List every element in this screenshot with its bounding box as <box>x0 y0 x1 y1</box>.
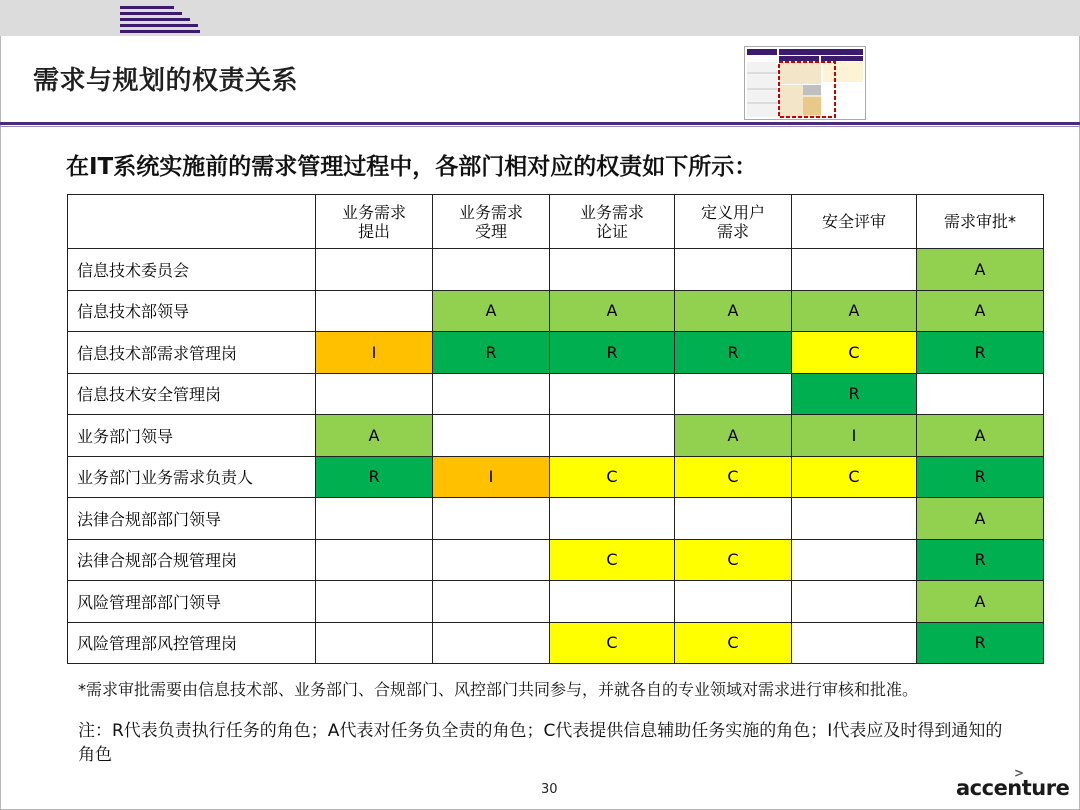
raci-cell <box>792 249 917 291</box>
table-row <box>68 456 1044 498</box>
raci-cell <box>433 622 550 664</box>
raci-cell <box>792 539 917 581</box>
raci-cell: A <box>316 415 433 457</box>
row-label: 业务部门业务需求负责人 <box>68 456 316 498</box>
raci-cell: C <box>675 622 792 664</box>
raci-cell <box>316 539 433 581</box>
raci-cell: R <box>550 332 675 374</box>
row-label: 风险管理部风控管理岗 <box>68 622 316 664</box>
raci-cell: C <box>792 332 917 374</box>
raci-cell: A <box>675 415 792 457</box>
raci-cell <box>550 498 675 540</box>
header-cell: 业务需求 论证 <box>550 195 675 249</box>
raci-cell: I <box>792 415 917 457</box>
row-label: 法律合规部合规管理岗 <box>68 539 316 581</box>
raci-cell: C <box>550 622 675 664</box>
raci-cell <box>316 373 433 415</box>
thumbnail-preview-icon <box>744 46 866 120</box>
raci-cell: R <box>433 332 550 374</box>
raci-cell: R <box>917 539 1044 581</box>
table-row <box>68 290 1044 332</box>
table-row <box>68 373 1044 415</box>
raci-cell <box>675 249 792 291</box>
row-label: 法律合规部部门领导 <box>68 498 316 540</box>
footnote: *需求审批需要由信息技术部、业务部门、合规部门、风控部门共同参与，并就各自的专业领域对需求进行审核和批准。 <box>78 680 919 699</box>
raci-cell: I <box>433 456 550 498</box>
raci-cell <box>675 498 792 540</box>
raci-cell: R <box>675 332 792 374</box>
legend-note: 注：R代表负责执行任务的角色；A代表对任务负全责的角色；C代表提供信息辅助任务实施的角色；I代表应及时得到通知的角色 <box>78 721 1003 765</box>
raci-cell: A <box>917 249 1044 291</box>
brand-mark-icon: > <box>1014 766 1025 780</box>
row-label: 信息技术安全管理岗 <box>68 373 316 415</box>
raci-cell <box>316 290 433 332</box>
raci-cell <box>550 581 675 623</box>
page-number: 30 <box>541 782 558 797</box>
raci-cell: R <box>316 456 433 498</box>
header-corner-cell <box>68 195 316 249</box>
raci-table <box>67 194 1044 664</box>
raci-cell: R <box>917 622 1044 664</box>
raci-cell: A <box>917 290 1044 332</box>
raci-cell: A <box>433 290 550 332</box>
raci-cell <box>433 581 550 623</box>
header-cell: 业务需求 提出 <box>316 195 433 249</box>
raci-cell <box>675 373 792 415</box>
raci-cell <box>675 581 792 623</box>
raci-cell <box>316 498 433 540</box>
raci-cell <box>433 498 550 540</box>
raci-cell <box>433 539 550 581</box>
header-cell: 需求审批* <box>917 195 1044 249</box>
table-row <box>68 498 1044 540</box>
raci-cell: R <box>917 332 1044 374</box>
title-divider-thin <box>0 126 1080 127</box>
header-logo-icon <box>120 2 200 34</box>
slide-subtitle: 在IT系统实施前的需求管理过程中，各部门相对应的权责如下所示： <box>66 154 758 180</box>
raci-cell <box>316 249 433 291</box>
table-row <box>68 581 1044 623</box>
row-label: 信息技术部需求管理岗 <box>68 332 316 374</box>
raci-cell <box>792 622 917 664</box>
raci-cell: A <box>917 581 1044 623</box>
raci-cell <box>433 415 550 457</box>
raci-cell <box>550 373 675 415</box>
raci-cell <box>316 581 433 623</box>
raci-cell <box>433 373 550 415</box>
table-row <box>68 332 1044 374</box>
raci-cell <box>316 622 433 664</box>
raci-cell <box>550 415 675 457</box>
raci-cell: A <box>675 290 792 332</box>
raci-cell <box>433 249 550 291</box>
raci-cell: A <box>917 498 1044 540</box>
raci-cell: C <box>675 456 792 498</box>
table-row <box>68 415 1044 457</box>
row-label: 业务部门领导 <box>68 415 316 457</box>
raci-cell <box>917 373 1044 415</box>
header-cell: 业务需求 受理 <box>433 195 550 249</box>
row-label: 信息技术部领导 <box>68 290 316 332</box>
raci-cell: A <box>917 415 1044 457</box>
raci-cell: C <box>675 539 792 581</box>
raci-cell: I <box>316 332 433 374</box>
table-row <box>68 539 1044 581</box>
raci-cell: C <box>550 456 675 498</box>
raci-cell <box>550 249 675 291</box>
brand-logo: accenture <box>956 776 1070 800</box>
raci-cell: R <box>792 373 917 415</box>
table-header-row <box>68 195 1044 249</box>
raci-cell: R <box>917 456 1044 498</box>
row-label: 风险管理部部门领导 <box>68 581 316 623</box>
title-divider <box>0 122 1080 125</box>
raci-cell: C <box>792 456 917 498</box>
raci-cell <box>792 498 917 540</box>
raci-cell: A <box>550 290 675 332</box>
raci-cell: A <box>792 290 917 332</box>
table-row <box>68 622 1044 664</box>
table-row <box>68 249 1044 291</box>
row-label: 信息技术委员会 <box>68 249 316 291</box>
slide-title: 需求与规划的权责关系 <box>33 66 299 96</box>
header-cell: 定义用户 需求 <box>675 195 792 249</box>
top-bar <box>0 0 1080 36</box>
raci-cell <box>792 581 917 623</box>
header-cell: 安全评审 <box>792 195 917 249</box>
raci-cell: C <box>550 539 675 581</box>
